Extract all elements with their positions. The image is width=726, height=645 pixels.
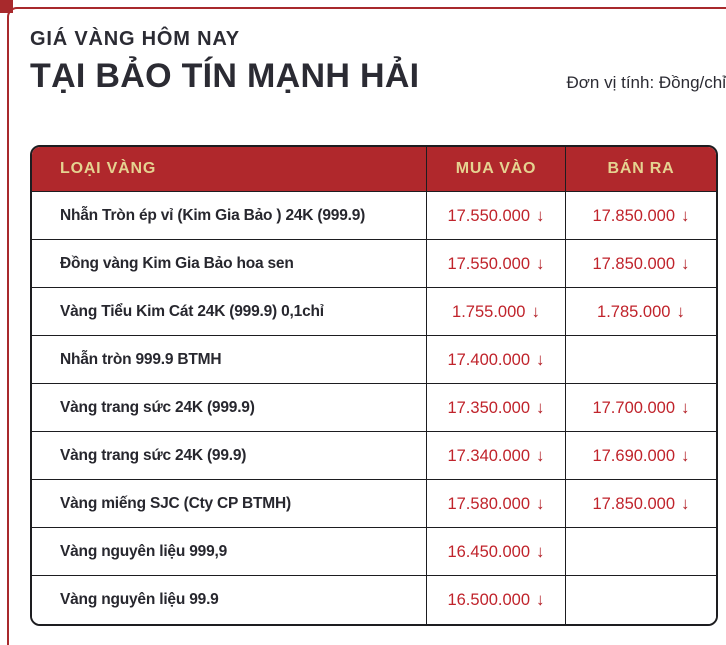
down-arrow-icon: ↓ [536, 253, 545, 273]
sell-price-value: 1.785.000 [597, 302, 671, 321]
gold-type-cell: Vàng miếng SJC (Cty CP BTMH) [32, 480, 426, 528]
sell-price-value: 17.690.000 [592, 446, 676, 465]
down-arrow-icon: ↓ [681, 445, 690, 465]
gold-type-cell: Đồng vàng Kim Gia Bảo hoa sen [32, 240, 426, 288]
sell-price-value: 17.850.000 [592, 494, 676, 513]
down-arrow-icon: ↓ [681, 493, 690, 513]
column-header-gold-type: LOẠI VÀNG [32, 147, 426, 192]
down-arrow-icon: ↓ [536, 541, 545, 561]
gold-type-cell: Vàng nguyên liệu 99.9 [32, 576, 426, 624]
buy-price-cell [426, 384, 565, 432]
down-arrow-icon: ↓ [681, 397, 690, 417]
sell-price-cell [565, 240, 716, 288]
sell-price-cell [565, 192, 716, 240]
table-row [32, 576, 716, 624]
down-arrow-icon: ↓ [531, 301, 540, 321]
sell-price-value: 17.700.000 [592, 398, 676, 417]
down-arrow-icon: ↓ [536, 493, 545, 513]
buy-price-cell [426, 480, 565, 528]
buy-price-value: 16.450.000 [447, 542, 531, 561]
gold-type-cell: Vàng nguyên liệu 999,9 [32, 528, 426, 576]
sell-price-value: 17.850.000 [592, 206, 676, 225]
table-row [32, 192, 716, 240]
page-subtitle: GIÁ VÀNG HÔM NAY [30, 28, 240, 50]
buy-price-value: 17.550.000 [447, 254, 531, 273]
sell-price-cell [565, 288, 716, 336]
sell-price-cell [565, 432, 716, 480]
buy-price-value: 17.580.000 [447, 494, 531, 513]
gold-type-cell: Nhẫn tròn 999.9 BTMH [32, 336, 426, 384]
buy-price-cell [426, 528, 565, 576]
buy-price-value: 1.755.000 [452, 302, 526, 321]
table-row [32, 528, 716, 576]
page-title: TẠI BẢO TÍN MẠNH HẢI [30, 57, 420, 95]
buy-price-value: 17.340.000 [447, 446, 531, 465]
down-arrow-icon: ↓ [681, 205, 690, 225]
sell-price-cell [565, 480, 716, 528]
sell-price-cell [565, 576, 716, 624]
table-row [32, 240, 716, 288]
unit-label: Đơn vị tính: Đồng/chỉ [566, 73, 726, 92]
buy-price-cell [426, 288, 565, 336]
gold-type-cell: Vàng trang sức 24K (99.9) [32, 432, 426, 480]
buy-price-cell [426, 576, 565, 624]
down-arrow-icon: ↓ [676, 301, 685, 321]
sell-price-cell [565, 528, 716, 576]
down-arrow-icon: ↓ [536, 349, 545, 369]
gold-price-table [32, 147, 716, 624]
buy-price-value: 16.500.000 [447, 591, 531, 609]
buy-price-value: 17.400.000 [447, 350, 531, 369]
buy-price-cell [426, 240, 565, 288]
gold-type-cell: Nhẫn Tròn ép vỉ (Kim Gia Bảo ) 24K (999.9) [32, 192, 426, 240]
table-row [32, 336, 716, 384]
buy-price-value: 17.350.000 [447, 398, 531, 417]
column-header-sell: BÁN RA [565, 147, 716, 192]
down-arrow-icon: ↓ [536, 445, 545, 465]
table-row [32, 384, 716, 432]
table-row [32, 432, 716, 480]
table-row [32, 288, 716, 336]
sell-price-cell [565, 336, 716, 384]
sell-price-cell [565, 384, 716, 432]
buy-price-cell [426, 192, 565, 240]
column-header-buy: MUA VÀO [426, 147, 565, 192]
buy-price-cell [426, 336, 565, 384]
gold-type-cell: Vàng trang sức 24K (999.9) [32, 384, 426, 432]
down-arrow-icon: ↓ [536, 397, 545, 417]
buy-price-value: 17.550.000 [447, 206, 531, 225]
down-arrow-icon: ↓ [536, 590, 545, 609]
corner-accent-square [0, 0, 13, 13]
gold-type-cell: Vàng Tiểu Kim Cát 24K (999.9) 0,1chỉ [32, 288, 426, 336]
table-header-row [32, 147, 716, 192]
down-arrow-icon: ↓ [536, 205, 545, 225]
buy-price-cell [426, 432, 565, 480]
sell-price-value: 17.850.000 [592, 254, 676, 273]
table-row [32, 480, 716, 528]
gold-price-table-container [30, 145, 718, 626]
down-arrow-icon: ↓ [681, 253, 690, 273]
